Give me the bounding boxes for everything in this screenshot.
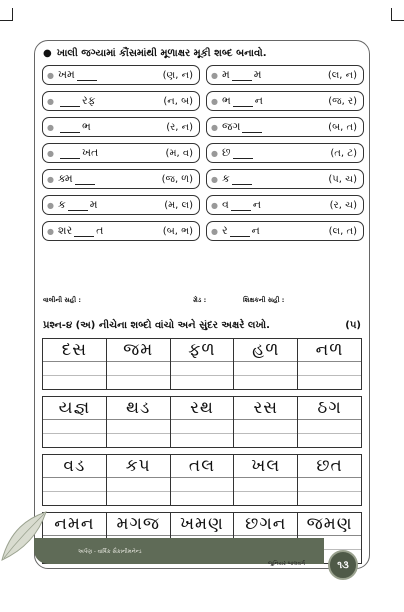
blank-line[interactable]: [231, 200, 251, 211]
writing-line[interactable]: [107, 434, 170, 447]
practice-word: દસ: [43, 339, 106, 362]
exercise-box: [42, 143, 200, 163]
exercise-box: [42, 117, 200, 137]
word-part-after: ન: [252, 198, 262, 211]
letter-options: (ત, ટ): [330, 147, 357, 159]
writing-line[interactable]: [43, 478, 106, 492]
section-title: [43, 48, 267, 59]
bullet-icon: ●: [211, 122, 218, 132]
letter-options: (પ, ચ): [328, 173, 357, 185]
exercise-box: [206, 221, 364, 241]
page-number-badge: ૧૩: [328, 550, 358, 580]
blank-line[interactable]: [232, 70, 252, 81]
exercise-word: [211, 68, 262, 82]
bullet-icon: ●: [47, 226, 54, 236]
word-part-after: ભ: [81, 120, 91, 133]
exercise-box: [42, 195, 200, 215]
exercise-box: [206, 117, 364, 137]
word-row: [42, 396, 362, 448]
bullet-icon: ●: [47, 174, 54, 184]
word-part-after: ત: [96, 224, 104, 237]
exercise-box: [206, 169, 364, 189]
word-cell: [234, 339, 298, 390]
bullet-icon: ●: [43, 48, 52, 59]
word-part-before: છ: [221, 146, 231, 159]
blank-line[interactable]: [75, 174, 95, 185]
writing-line[interactable]: [107, 492, 170, 505]
handwriting-practice-table: [42, 338, 362, 569]
exercise-word: [211, 198, 261, 212]
word-part-after: ન: [251, 224, 260, 237]
word-cell: [171, 339, 235, 390]
question-marks: (૫): [345, 320, 361, 331]
word-cell: [43, 397, 107, 448]
word-part-after: રફ: [81, 94, 96, 107]
letter-options: (ન, બ): [163, 95, 193, 107]
word-cell: [171, 455, 235, 506]
word-part-after: ન: [254, 94, 263, 107]
word-cell: [43, 455, 107, 506]
parent-signature-label: વાલીની સહી :: [43, 296, 81, 304]
blank-line[interactable]: [242, 122, 262, 133]
writing-line[interactable]: [171, 478, 234, 492]
writing-line[interactable]: [107, 478, 170, 492]
practice-word: જમ: [107, 339, 170, 362]
bullet-icon: ●: [211, 226, 218, 236]
writing-line[interactable]: [234, 362, 297, 376]
writing-line[interactable]: [234, 478, 297, 492]
bullet-icon: ●: [47, 96, 54, 106]
word-part-before: ખમ: [57, 68, 75, 81]
writing-line[interactable]: [298, 478, 361, 492]
letter-options: (લ, ન): [327, 69, 357, 81]
letter-options: (બ, ભ): [162, 225, 193, 237]
exercise-word: [47, 146, 98, 160]
exercise-box: [206, 195, 364, 215]
word-part-after: મ: [89, 198, 98, 211]
writing-line[interactable]: [298, 434, 361, 447]
writing-line[interactable]: [234, 434, 297, 447]
practice-word: ખમણ: [171, 513, 234, 536]
letter-options: (જ, ળ): [161, 173, 193, 185]
writing-line[interactable]: [298, 376, 361, 389]
word-row: [42, 454, 362, 506]
writing-line[interactable]: [234, 376, 297, 389]
blank-line[interactable]: [233, 148, 253, 159]
practice-word: હળ: [234, 339, 297, 362]
letter-options: (મ, વ): [165, 147, 193, 159]
word-part-before: જગ: [221, 120, 241, 133]
writing-line[interactable]: [234, 492, 297, 505]
practice-word: યજ્ઞ: [43, 397, 106, 420]
bullet-icon: ●: [47, 70, 54, 80]
crop-mark-top-right: [391, 8, 404, 21]
blank-line[interactable]: [60, 122, 80, 133]
exercise-box: [42, 65, 200, 85]
word-part-before: ર: [221, 224, 228, 237]
exercise-word: [47, 172, 97, 186]
footer-publisher: અર્પણ - વાર્ષિક સૈકાનીમનેન્ડ: [78, 549, 142, 555]
writing-line[interactable]: [43, 434, 106, 447]
word-cell: [298, 455, 362, 506]
letter-options: (ર, ન): [166, 121, 193, 133]
practice-word: છગન: [234, 513, 297, 536]
word-cell: [234, 455, 298, 506]
blank-line[interactable]: [60, 148, 80, 159]
exercise-word: [211, 94, 263, 108]
practice-word: મગજ: [107, 513, 170, 536]
word-part-before: ક: [221, 172, 230, 185]
exercise-box: [42, 169, 200, 189]
bullet-icon: ●: [47, 200, 54, 210]
blank-line[interactable]: [60, 96, 80, 107]
writing-line[interactable]: [43, 362, 106, 376]
exercise-word: [211, 146, 255, 160]
blank-line[interactable]: [77, 70, 97, 81]
letter-options: (ણ, ન): [162, 69, 193, 81]
exercise-box: [42, 91, 200, 111]
practice-word: થડ: [107, 397, 170, 420]
exercise-box: [42, 221, 200, 241]
letter-options: (મ, લ): [164, 199, 193, 211]
writing-line[interactable]: [107, 362, 170, 376]
exercise-box: [206, 91, 364, 111]
practice-word: વડ: [43, 455, 106, 478]
teacher-signature-label: શિક્ષકની સહી :: [243, 296, 285, 304]
blank-line[interactable]: [68, 200, 88, 211]
bullet-icon: ●: [211, 70, 218, 80]
grade-label: ગ્રેડ :: [193, 296, 207, 304]
letter-options: (બ, ત): [328, 121, 357, 133]
letter-options: (જ, ર): [328, 95, 357, 107]
writing-line[interactable]: [171, 420, 234, 434]
section-title-text: ખાલી જગ્યામાં કૌંસમાંથી મૂળાક્ષર મૂકી શબ્દ બનાવો.: [56, 48, 267, 59]
exercise-word: [47, 68, 99, 82]
fill-blank-exercises: [42, 65, 364, 241]
word-part-before: ક્મ: [57, 172, 73, 185]
crop-mark-top-left: [0, 8, 13, 21]
bullet-icon: ●: [211, 148, 218, 158]
word-part-before: ભ: [221, 94, 231, 107]
exercise-word: [47, 94, 96, 108]
practice-word: ઠગ: [298, 397, 361, 420]
practice-word: તલ: [171, 455, 234, 478]
practice-word: જમણ: [298, 513, 361, 536]
exercise-word: [47, 224, 103, 238]
practice-word: છત: [298, 455, 361, 478]
word-part-before: ક: [57, 198, 66, 211]
practice-word: ફળ: [171, 339, 234, 362]
writing-line[interactable]: [298, 492, 361, 505]
question-heading: [43, 320, 361, 331]
writing-line[interactable]: [171, 434, 234, 447]
writing-line[interactable]: [298, 420, 361, 434]
practice-word: નળ: [298, 339, 361, 362]
exercise-box: [206, 65, 364, 85]
practice-word: ખલ: [234, 455, 297, 478]
writing-line[interactable]: [107, 376, 170, 389]
word-cell: [298, 397, 362, 448]
exercise-word: [211, 120, 264, 134]
writing-line[interactable]: [43, 420, 106, 434]
bullet-icon: ●: [47, 122, 54, 132]
word-cell: [107, 339, 171, 390]
word-cell: [107, 455, 171, 506]
footer-book-title: જુનિયર બાલવર્ગ: [268, 561, 306, 567]
bullet-icon: ●: [211, 174, 218, 184]
exercise-word: [211, 224, 260, 238]
writing-line[interactable]: [107, 420, 170, 434]
writing-line[interactable]: [43, 376, 106, 389]
writing-line[interactable]: [171, 362, 234, 376]
word-cell: [107, 397, 171, 448]
word-part-after: ખત: [81, 146, 99, 159]
exercise-word: [211, 172, 254, 186]
blank-line[interactable]: [230, 226, 250, 237]
practice-word: રથ: [171, 397, 234, 420]
exercise-word: [47, 120, 91, 134]
bullet-icon: ●: [211, 96, 218, 106]
bullet-icon: ●: [211, 200, 218, 210]
bullet-icon: ●: [47, 148, 54, 158]
worksheet-page: [34, 40, 370, 569]
word-cell: [234, 397, 298, 448]
blank-line[interactable]: [232, 174, 252, 185]
question-text: પ્રશ્ન-૪ (અ) નીચેના શબ્દો વાંચો અને સુંદર અક્ષરે લખો.: [43, 320, 270, 331]
exercise-box: [206, 143, 364, 163]
blank-line[interactable]: [74, 226, 94, 237]
word-part-after: મ: [253, 68, 262, 81]
writing-line[interactable]: [298, 362, 361, 376]
writing-line[interactable]: [234, 420, 297, 434]
word-cell: [171, 397, 235, 448]
exercise-word: [47, 198, 98, 212]
letter-options: (ર, ચ): [329, 199, 357, 211]
word-part-before: વ: [221, 198, 229, 211]
blank-line[interactable]: [233, 96, 253, 107]
letter-options: (લ, ત): [328, 225, 357, 237]
word-part-before: મ: [221, 68, 230, 81]
practice-word: નમન: [43, 513, 106, 536]
practice-word: રસ: [234, 397, 297, 420]
writing-line[interactable]: [171, 492, 234, 505]
word-cell: [43, 339, 107, 390]
writing-line[interactable]: [171, 376, 234, 389]
word-cell: [298, 339, 362, 390]
practice-word: કપ: [107, 455, 170, 478]
word-part-before: શર: [57, 224, 73, 237]
word-row: [42, 338, 362, 390]
